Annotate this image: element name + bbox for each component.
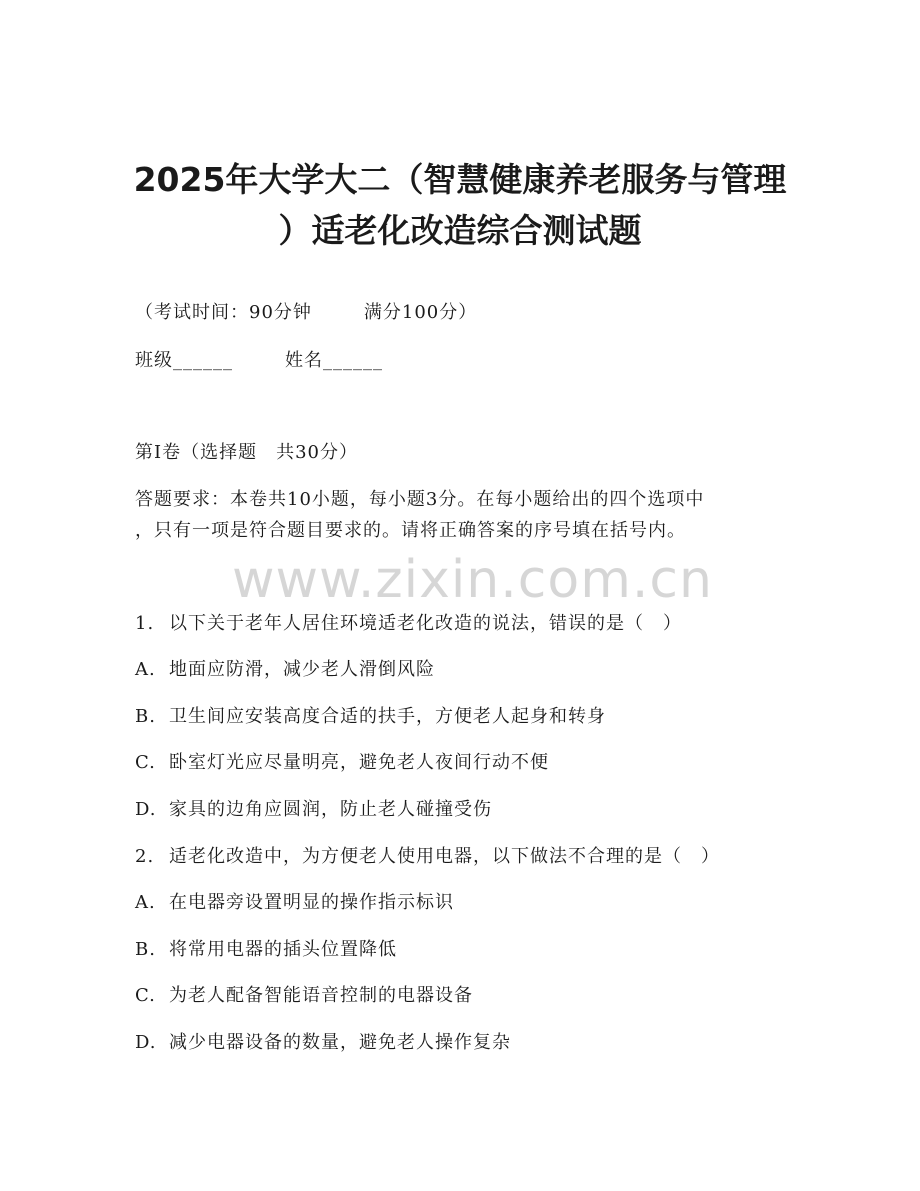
exam-meta — [135, 301, 477, 325]
option-letter: D. — [135, 1032, 157, 1053]
option-letter: D. — [135, 799, 157, 820]
instructions-line-1: 答题要求：本卷共10小题，每小题3分。在每小题给出的四个选项中 — [135, 489, 705, 510]
question-2-option-c — [135, 984, 473, 1008]
name-field: 姓名______ — [285, 350, 383, 371]
option-text: 家具的边角应圆润，防止老人碰撞受伤 — [169, 799, 492, 820]
option-letter: B. — [135, 939, 156, 960]
option-text: 将常用电器的插头位置降低 — [169, 939, 397, 960]
question-number: 2. — [135, 846, 155, 867]
question-number: 1. — [135, 613, 155, 634]
question-2 — [135, 845, 720, 869]
option-letter: A. — [135, 659, 156, 680]
option-text: 地面应防滑，减少老人滑倒风险 — [169, 659, 435, 680]
question-2-option-d — [135, 1031, 511, 1055]
question-1-option-d — [135, 798, 492, 822]
question-1-option-b — [135, 705, 606, 729]
question-2-option-b — [135, 938, 397, 962]
question-1 — [135, 612, 682, 636]
question-stem: 以下关于老年人居住环境适老化改造的说法，错误的是（ ） — [169, 613, 682, 634]
option-text: 卧室灯光应尽量明亮，避免老人夜间行动不便 — [169, 752, 549, 773]
exam-time: （考试时间：90分钟 — [135, 302, 312, 323]
option-text: 卫生间应安装高度合适的扶手，方便老人起身和转身 — [169, 706, 606, 727]
option-text: 减少电器设备的数量，避免老人操作复杂 — [169, 1032, 511, 1053]
student-info — [135, 349, 383, 373]
question-1-option-c — [135, 751, 549, 775]
option-letter: B. — [135, 706, 156, 727]
instructions-line-2: ，只有一项是符合题目要求的。请将正确答案的序号填在括号内。 — [135, 520, 686, 541]
exam-title-line-2: ）适老化改造综合测试题 — [278, 211, 642, 250]
full-score: 满分100分） — [363, 302, 478, 323]
option-letter: A. — [135, 892, 156, 913]
question-stem: 适老化改造中，为方便老人使用电器，以下做法不合理的是（ ） — [169, 846, 720, 867]
section-title: 第I卷（选择题 共30分） — [135, 442, 359, 463]
option-text: 在电器旁设置明显的操作指示标识 — [169, 892, 454, 913]
option-letter: C. — [135, 752, 156, 773]
watermark: www.zixin.com.cn — [232, 550, 713, 610]
exam-title-line-1: 2025年大学大二（智慧健康养老服务与管理 — [133, 160, 787, 199]
class-field: 班级______ — [135, 350, 233, 371]
option-letter: C. — [135, 985, 156, 1006]
option-text: 为老人配备智能语音控制的电器设备 — [169, 985, 473, 1006]
question-2-option-a — [135, 891, 454, 915]
question-1-option-a — [135, 658, 435, 682]
